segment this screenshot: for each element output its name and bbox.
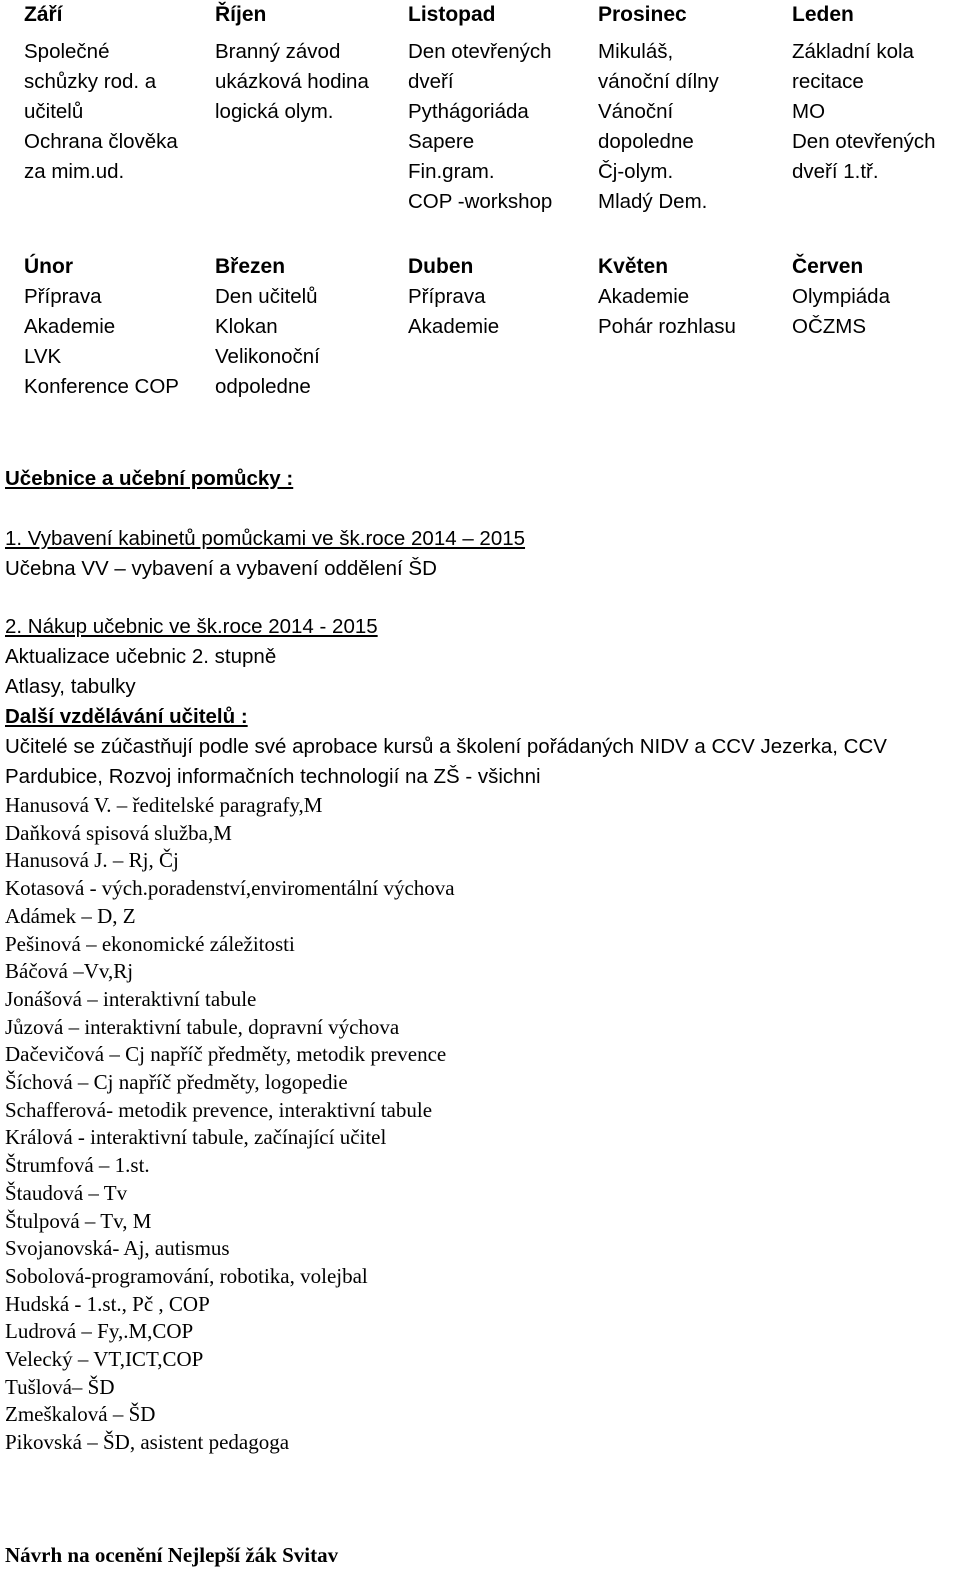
staff-item: Jůzová – interaktivní tabule, dopravní výchova — [5, 1014, 400, 1039]
staff-item: Svojanovská- Aj, autismus — [5, 1236, 230, 1261]
staff-item: Králová - interaktivní tabule, začínající učitel — [5, 1125, 387, 1150]
month-column — [408, 0, 598, 217]
staff-item: Hudská - 1.st., Pč , COP — [5, 1291, 210, 1316]
staff-item: Hanusová J. – Rj, Čj — [5, 848, 179, 873]
month-heading: Listopad — [408, 3, 496, 26]
event-item: Příprava — [24, 285, 102, 308]
staff-item: Adámek – D, Z — [5, 903, 136, 928]
staff-item: Šíchová – Cj napříč předměty, logopedie — [5, 1070, 348, 1095]
month-heading: Leden — [792, 3, 854, 26]
textbooks-item2-title: 2. Nákup učebnic ve šk.roce 2014 - 2015 — [5, 615, 378, 638]
month-column — [792, 0, 960, 217]
event-item: ukázková hodina — [215, 70, 369, 93]
staff-item: Schafferová- metodik prevence, interaktivní tabule — [5, 1097, 433, 1122]
education-intro-line1: Učitelé se zúčastňují podle své aprobace kursů a školení pořádaných NIDV a CCV Jezerka, CCV — [5, 735, 887, 758]
month-column — [215, 0, 408, 217]
textbooks-item1-title: 1. Vybavení kabinetů pomůckami ve šk.roce 2014 – 2015 — [5, 527, 526, 550]
month-heading: Květen — [598, 255, 669, 278]
staff-item: Kotasová - vých.poradenství,enviromentální výchova — [5, 876, 455, 901]
staff-item: Ludrová – Fy,.M,COP — [5, 1319, 194, 1344]
event-item: Den otevřených — [408, 40, 552, 63]
event-item: Ochrana člověka — [24, 130, 178, 153]
event-item: Vánoční — [598, 100, 674, 123]
staff-item: Štulpová – Tv, M — [5, 1208, 152, 1233]
event-item: Akademie — [408, 315, 500, 338]
staff-item: Velecký – VT,ICT,COP — [5, 1347, 204, 1372]
textbooks-heading: Učebnice a učební pomůcky : — [5, 467, 294, 490]
event-item: COP -workshop — [408, 190, 553, 213]
textbooks-item2-line2: Atlasy, tabulky — [5, 675, 136, 698]
event-item: OČZMS — [792, 315, 867, 338]
staff-item: Zmeškalová – ŠD — [5, 1402, 156, 1427]
month-column — [24, 252, 215, 402]
month-heading: Říjen — [215, 3, 267, 26]
staff-list — [5, 792, 955, 1457]
staff-item: Pikovská – ŠD, asistent pedagoga — [5, 1430, 290, 1455]
month-heading: Březen — [215, 255, 286, 278]
event-item: Pohár rozhlasu — [598, 315, 736, 338]
event-item: Společné — [24, 40, 110, 63]
event-item: MO — [792, 100, 826, 123]
event-item: Klokan — [215, 315, 278, 338]
event-item: Olympiáda — [792, 285, 890, 308]
event-item: schůzky rod. a — [24, 70, 157, 93]
event-item: Den otevřených — [792, 130, 936, 153]
month-column — [215, 252, 408, 402]
month-column — [598, 252, 792, 402]
event-item: dveří 1.tř. — [792, 160, 879, 183]
document-body — [5, 464, 955, 1457]
event-item: recitace — [792, 70, 864, 93]
staff-item: Jonášová – interaktivní tabule — [5, 986, 257, 1011]
event-item: odpoledne — [215, 375, 311, 398]
event-item: Den učitelů — [215, 285, 318, 308]
event-item: dveří — [408, 70, 454, 93]
event-item: Velikonoční — [215, 345, 320, 368]
education-intro-line2: Pardubice, Rozvoj informačních technologií na ZŠ - všichni — [5, 765, 541, 788]
staff-item: Tušlová– ŠD — [5, 1374, 115, 1399]
month-heading: Září — [24, 3, 63, 26]
month-heading: Duben — [408, 255, 474, 278]
staff-item: Hanusová V. – ředitelské paragrafy,M — [5, 793, 323, 817]
event-item: logická olym. — [215, 100, 334, 123]
month-heading: Únor — [24, 255, 73, 278]
staff-item: Štaudová – Tv — [5, 1180, 128, 1205]
event-item: dopoledne — [598, 130, 694, 153]
textbooks-item1-text: Učebna VV – vybavení a vybavení oddělení ŠD — [5, 557, 437, 580]
event-item: LVK — [24, 345, 62, 368]
education-heading: Další vzdělávání učitelů : — [5, 705, 248, 728]
month-column — [792, 252, 960, 402]
event-item: Čj-olym. — [598, 160, 674, 183]
event-item: Akademie — [598, 285, 690, 308]
staff-item: Pešinová – ekonomické záležitosti — [5, 931, 295, 956]
event-item: vánoční dílny — [598, 70, 719, 93]
staff-item: Báčová –Vv,Rj — [5, 959, 134, 984]
staff-item: Štrumfová – 1.st. — [5, 1153, 150, 1178]
event-item: Fin.gram. — [408, 160, 495, 183]
event-item: Příprava — [408, 285, 486, 308]
footer-award: Návrh na ocenění Nejlepší žák Svitav — [5, 1543, 339, 1567]
month-heading: Prosinec — [598, 3, 687, 26]
staff-item: Sobolová-programování, robotika, volejbal — [5, 1263, 368, 1288]
event-item: Konference COP — [24, 375, 179, 398]
event-item: Základní kola — [792, 40, 914, 63]
month-heading: Červen — [792, 255, 864, 278]
event-item: Akademie — [24, 315, 116, 338]
event-item: učitelů — [24, 100, 84, 123]
event-item: Pythágoriáda — [408, 100, 529, 123]
staff-item: Dačevičová – Cj napříč předměty, metodik prevence — [5, 1042, 447, 1067]
event-item: Sapere — [408, 130, 475, 153]
calendar-bottom — [24, 252, 960, 402]
event-item: Branný závod — [215, 40, 341, 63]
staff-item: Daňková spisová služba,M — [5, 820, 232, 845]
event-item: za mim.ud. — [24, 160, 125, 183]
month-column — [408, 252, 598, 402]
month-column — [598, 0, 792, 217]
event-item: Mikuláš, — [598, 40, 674, 63]
month-column — [24, 0, 215, 217]
calendar-top — [24, 0, 960, 217]
textbooks-item2-line1: Aktualizace učebnic 2. stupně — [5, 645, 277, 668]
event-item: Mladý Dem. — [598, 190, 708, 213]
